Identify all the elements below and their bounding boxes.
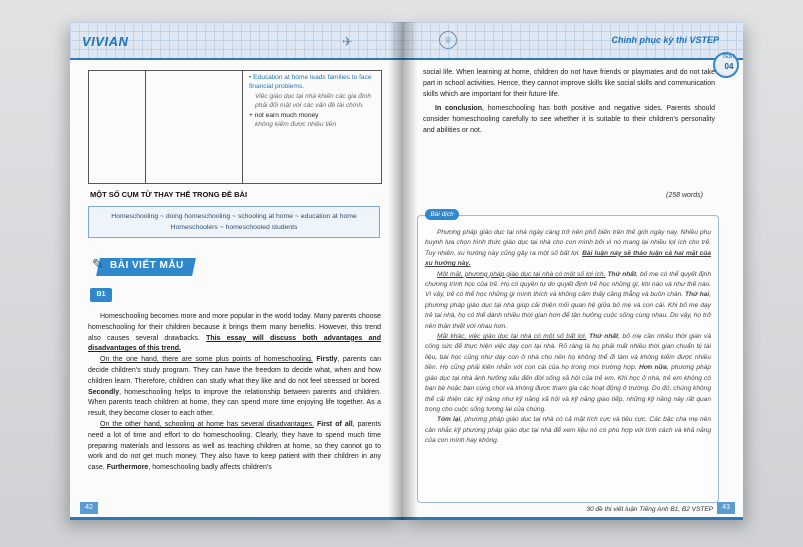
essay-body-left [88,312,381,474]
essay-text: Homeschooling becomes more and more popular in the world today. Many parents choose homeschooling for their children because it brings them many benefits. However, this trend also causes several drawbacks. [88,313,381,342]
left-page [70,22,403,520]
linking-word: Firstly [316,356,338,364]
translation-paragraph [425,415,711,446]
topic-sentence: On the one hand, there are some plus points of homeschooling. [100,356,313,364]
translation-span: , phương pháp giáo dục tại nhà giúp cải thiện mối quan hệ giữa bố mẹ và con cái. Khi bố mẹ dạy trẻ tại nhà, họ có thể dành nhiều thời gian hơn để tận hưởng cuộc sống cùng nhau. Do vậy, họ trở nên thân thiết với nhau hơn. [425,291,711,330]
linking-word: Thứ hai [684,291,710,299]
translation-paragraph [425,228,711,270]
header-rule [403,58,743,60]
trophy-icon: ♕ [439,31,457,49]
vocab-table [88,70,382,184]
table-item-en: • Education at home leads families to face financial problems. [249,74,372,91]
table-col-1 [89,71,146,183]
linking-word: Thứ nhất [607,270,637,278]
translation-topic: Một mặt, phương pháp giáo dục tại nhà có một số lợi ích. [437,270,606,278]
page-number-right: 43 [717,502,735,514]
table-col-3 [249,73,379,129]
right-page [403,22,743,520]
linking-word: Secondly [88,388,120,396]
essay-text: , homeschooling has both positive and negative sides. Parents should consider homeschooling carefully to see whether it is suitable to their children's personality and abilities or not. [423,105,715,134]
translation-paragraph [425,332,711,415]
phrases-title: MỘT SỐ CỤM TỪ THAY THẾ TRONG ĐỀ BÀI [90,190,248,199]
table-item-vi: Việc giáo dục tại nhà khiến các gia đình phải đối mặt với các vấn đề tài chính. [255,92,372,110]
translation-text [425,228,711,447]
translation-span: , bố mẹ có thể quyết định chương trình học của trẻ. Họ có quyền tự do quyết định trẻ học những gì, khi nào và như thế nào. Vì vậy, trẻ có thể học những gì mình thích và không cảm thấy căng thẳng và buồn chán. [425,270,712,299]
essay-paragraph [88,312,381,355]
page-number-left: 42 [80,502,98,514]
essay-text: , parents need a lot of time and effort to do homeschooling. Clearly, they have to spend much time preparing materials and lessons as well as teaching children at home, so they cannot go to work and do not get much money. They also have to keep patient with their children in any case. [88,420,381,472]
linking-word: Thứ nhất [589,333,619,341]
phrases-line: Homeschooling ~ doing homeschooling ~ schooling at home ~ education at home [111,213,357,220]
translation-span: Phương pháp giáo dục tại nhà ngày càng trở nên phổ biến trên thế giới ngày nay. Nhiều phụ huynh lựa chọn hình thức giáo dục tại nhà cho con mình bởi vì nó mang lại nhiều lợi ích cho trẻ. Tuy nhiên, xu hướng này cũng gây ra một số bất lợi. [425,229,711,257]
header-rule [70,58,403,60]
topic-sentence: On the other hand, schooling at home has several disadvantages. [100,420,314,428]
model-essay-title: BÀI VIẾT MẪU [110,260,184,271]
test-label: TEST [722,54,735,60]
phrases-box [88,206,380,238]
translation-paragraph [425,270,711,332]
translation-tag: Bài dịch [425,209,459,220]
translation-span: , phương pháp giáo dục tại nhà có cả mặt tích cực và tiêu cực. Các bậc cha mẹ nên cân nhắc kỹ phương pháp giáo dục tại nhà để xem liệu nó có phù hợp với tính cách và khả năng của con mình hay không. [425,416,711,445]
essay-paragraph [88,355,381,420]
table-item-vi: không kiếm được nhiều tiền [255,121,337,129]
essay-level-tag: B1 [90,288,112,302]
footer-bar [70,517,403,520]
essay-text: , homeschooling helps to improve the relationship between parents and children. When parents teach children at home, they can spend more time enjoying life together. As a result, they become closer to each other. [88,388,381,418]
table-col-2 [146,71,243,183]
series-title: Chinh phục kỳ thi VSTEP [611,35,719,45]
essay-body-right [423,68,715,137]
footer-bar [403,517,743,520]
brand-logo: VIVIAN [82,34,129,49]
linking-word: First of all [316,420,353,428]
word-count: (258 words) [666,192,703,199]
thesis-statement: This essay will discuss both advantages and disadvantages of this trend. [88,334,381,353]
essay-text: , parents can decide children's study program. They can have the freedom to decide what, when and how children learn. Therefore, children can study what they like and do not feel stressed or bored. [88,356,382,385]
phrases-line: Homeschoolers ~ homeschooled students [170,224,298,231]
essay-text: , homeschooling badly affects children's [148,464,272,472]
translation-thesis: Bài luận này sẽ thảo luận cả hai mặt của xu hướng này. [425,249,712,268]
test-number: 04 [724,62,734,71]
table-item-en: + not earn much money [249,111,319,119]
footer-title: 30 đề thi viết luận Tiếng Anh B1, B2 VSTEP [586,506,713,513]
linking-word: Hơn nữa [638,364,667,372]
paper-plane-icon: ✈ [342,34,353,49]
essay-paragraph [88,420,381,474]
linking-word: In conclusion [435,105,482,113]
essay-paragraph [423,104,715,136]
essay-paragraph: social life. When learning at home, children do not have friends or playmates and do not take part in school activities. Hence, they cannot improve skills like social skills and communication skills which are important for their future life. [423,69,715,98]
linking-word: Tóm lại [437,416,461,424]
linking-word: Furthermore [106,464,149,472]
translation-span: , bố mẹ cần nhiều thời gian và công sức để thực hiện việc dạy con tại nhà. Rõ ràng là họ phải mất nhiều thời gian chuẩn bị tài liệu, bài học cũng như dạy con ở nhà cho nên họ không thể đi làm và không kiếm được nhiều tiền. Họ cũng phải kiên nhẫn với con cái của họ trong mọi trường hợp. [425,333,711,372]
pencil-icon: ✎ [92,256,104,272]
translation-topic: Mặt khác, việc giáo dục tại nhà có một số bất lợi. [437,333,587,341]
translation-span: , phương pháp giáo dục tại nhà ảnh hưởng xấu đến đời sống xã hội của trẻ em. Khi học ở nhà, trẻ em không có bạn bè hoặc bạn cùng chơi và không được tham gia các hoạt động ở trường. Do đó, chúng không thể cải thiện các kỹ năng như kỹ năng xã hội và kỹ năng giao tiếp, những kỹ năng này rất quan trọng cho cuộc sống tương lai của chúng. [425,364,711,413]
